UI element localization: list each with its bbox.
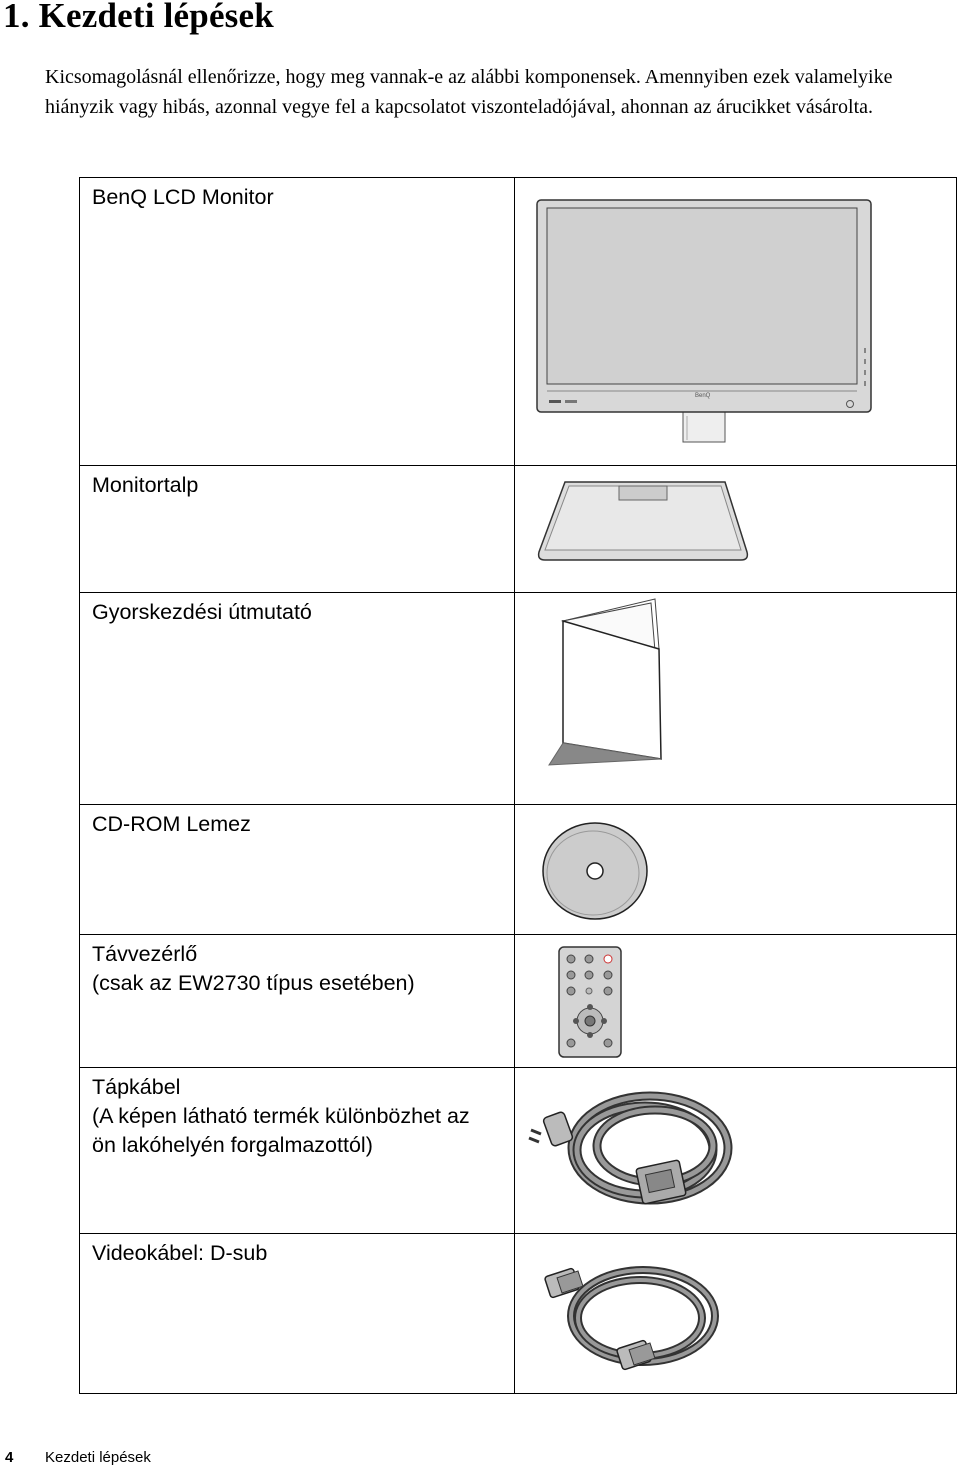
brand-logo: BenQ: [695, 393, 711, 399]
table-row: [80, 1234, 957, 1394]
item-label-guide: Gyorskezdési útmutató: [92, 600, 312, 624]
item-label-power-cable-note-1: (A képen látható termék különbözhet az: [92, 1104, 470, 1128]
footer-section: Kezdeti lépések: [45, 1449, 151, 1466]
quick-start-guide-icon: [515, 593, 956, 805]
d-sub-cable-icon: [515, 1234, 956, 1394]
page-title: 1. Kezdeti lépések: [3, 0, 274, 35]
item-label-remote: Távvezérlő: [92, 942, 198, 966]
table-row: [80, 935, 957, 1068]
table-row: [80, 466, 957, 593]
item-label-cdrom: CD-ROM Lemez: [92, 812, 251, 836]
table-row: [80, 178, 957, 466]
table-row: [80, 593, 957, 805]
remote-control-icon: [515, 935, 956, 1068]
item-label-monitor: BenQ LCD Monitor: [92, 185, 274, 209]
item-label-video-cable: Videokábel: D-sub: [92, 1241, 268, 1265]
monitor-stand-icon: [515, 466, 956, 593]
item-label-stand: Monitortalp: [92, 473, 199, 497]
table-row: [80, 1068, 957, 1234]
cd-rom-icon: [515, 805, 956, 935]
power-cable-icon: [515, 1068, 956, 1234]
item-label-power-cable: Tápkábel: [92, 1075, 181, 1099]
table-row: [80, 805, 957, 935]
item-label-power-cable-note-2: ön lakóhelyén forgalmazottól): [92, 1133, 373, 1157]
intro-paragraph: Kicsomagolásnál ellenőrizze, hogy meg vannak-e az alábbi komponensek. Amennyiben ezek valamelyike hiányzik vagy hibás, azonnal vegye fel a kapcsolatot viszonteladójával, ahonnan az árucikket vásárolta.: [45, 66, 893, 118]
monitor-icon: [515, 178, 956, 466]
page-number: 4: [5, 1449, 14, 1466]
item-label-remote-note: (csak az EW2730 típus esetében): [92, 971, 415, 995]
package-contents-table: [79, 177, 957, 1394]
